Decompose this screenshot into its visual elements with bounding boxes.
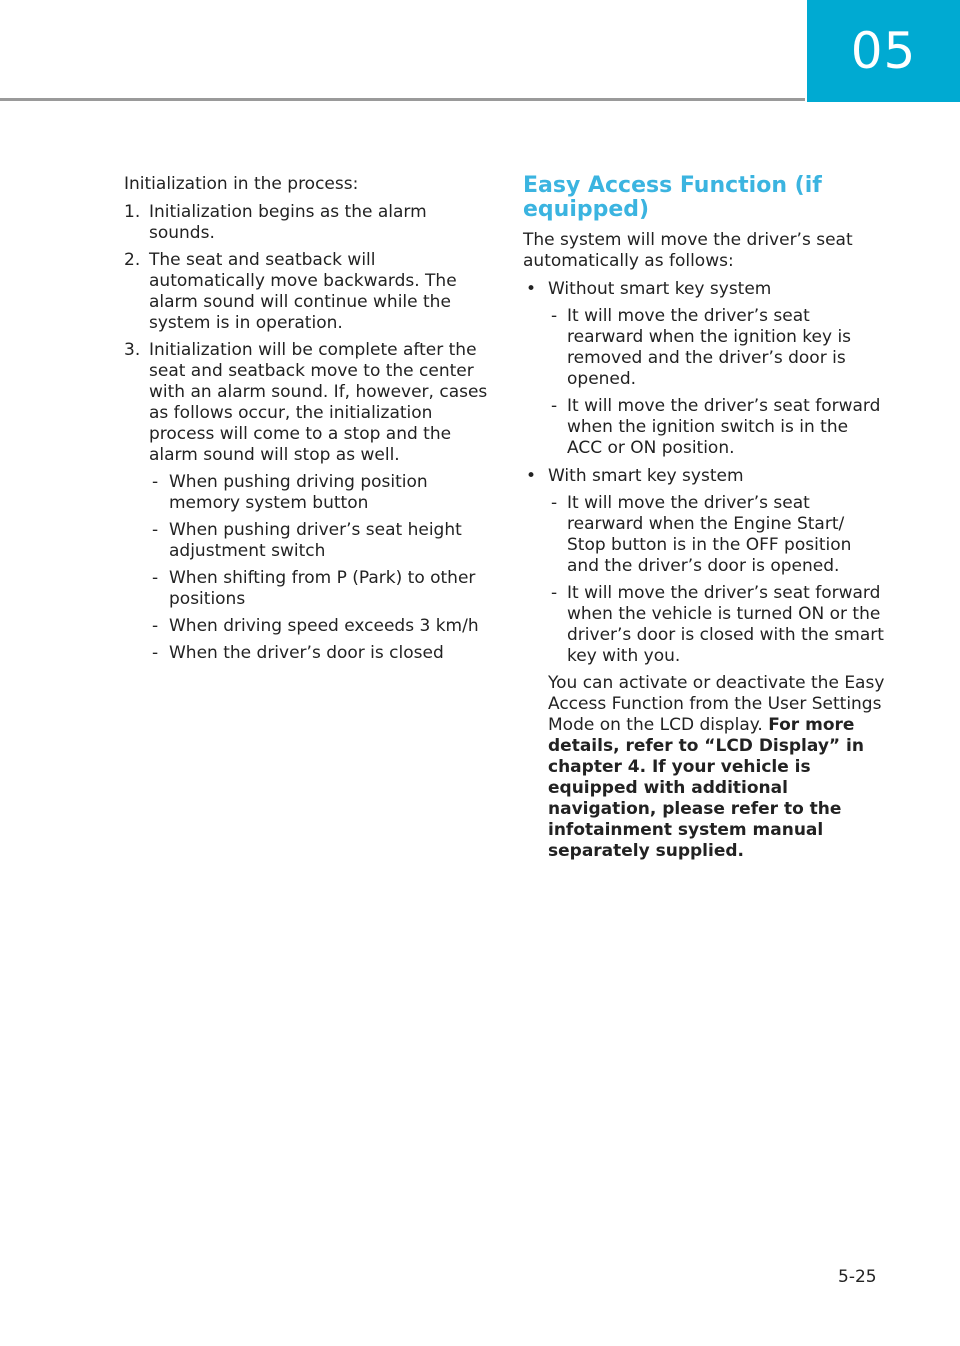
step-text: The seat and seatback will automatically move backwards. The alarm sound will continue while the system is in operation.	[149, 250, 457, 333]
step-number: 3.	[124, 340, 141, 360]
list-item-text: It will move the driver’s seat rearward when the ignition key is removed and the driver’s door is opened.	[567, 306, 852, 389]
chapter-number: 05	[850, 22, 917, 80]
bullet-label: Without smart key system	[548, 279, 772, 299]
list-item	[548, 583, 888, 667]
dash-marker: -	[551, 583, 558, 603]
list-item	[149, 520, 489, 562]
bullet-label: With smart key system	[548, 466, 744, 486]
bullet-group	[523, 279, 888, 459]
step-text: Initialization begins as the alarm sounds.	[149, 202, 427, 243]
list-item-text: When the driver’s door is closed	[169, 643, 444, 663]
initialization-intro: Initialization in the process:	[124, 174, 359, 194]
dash-marker: -	[152, 520, 159, 540]
dash-marker: -	[551, 493, 558, 513]
bullet-icon: •	[526, 279, 537, 299]
dash-marker: -	[551, 306, 558, 326]
list-item-text: When driving speed exceeds 3 km/h	[169, 616, 479, 636]
step-number: 2.	[124, 250, 141, 270]
list-item-text: When shifting from P (Park) to other positions	[169, 568, 476, 609]
list-item	[149, 472, 489, 514]
header-rule	[0, 98, 805, 101]
list-item	[548, 306, 888, 390]
dash-marker: -	[551, 396, 558, 416]
dash-marker: -	[152, 616, 159, 636]
bullet-icon: •	[526, 466, 537, 486]
step-number: 1.	[124, 202, 141, 222]
right-column	[523, 174, 888, 862]
note-bold-text: For more details, refer to “LCD Display” in chapter 4. If your vehicle is equipped with additional navigation, please refer to the infotainment system manual separately supplied.	[548, 715, 864, 861]
dash-marker: -	[152, 472, 159, 492]
list-item	[548, 396, 888, 459]
bullet-group	[523, 466, 888, 667]
dash-marker: -	[152, 568, 159, 588]
step-item	[124, 340, 489, 664]
page-number: 5-25	[838, 1267, 877, 1287]
step-item	[124, 250, 489, 334]
settings-note	[523, 673, 888, 862]
list-item-text: It will move the driver’s seat rearward when the Engine Start/ Stop button is in the OFF position and the driver’s door is opened.	[567, 493, 852, 576]
section-intro: The system will move the driver’s seat automatically as follows:	[523, 230, 853, 271]
list-item	[149, 616, 489, 637]
step-text: Initialization will be complete after the seat and seatback move to the center with an alarm sound. If, however, cases as follows occur, the initialization process will come to a stop and the alarm sound will stop as well.	[149, 340, 488, 465]
chapter-tab	[807, 0, 960, 102]
sub-list	[548, 306, 888, 459]
left-column	[124, 174, 489, 670]
list-item	[548, 493, 888, 577]
sub-list	[548, 493, 888, 667]
list-item-text: When pushing driving position memory system button	[169, 472, 428, 513]
list-item	[149, 568, 489, 610]
stop-case-list	[149, 472, 489, 664]
note-regular-text: You can activate or deactivate the Easy Access Function from the User Settings Mode on the LCD display.	[548, 673, 885, 735]
list-item-text: When pushing driver’s seat height adjustment switch	[169, 520, 462, 561]
step-item	[124, 202, 489, 244]
list-item-text: It will move the driver’s seat forward when the ignition switch is in the ACC or ON position.	[567, 396, 881, 458]
list-item	[149, 643, 489, 664]
list-item-text: It will move the driver’s seat forward when the vehicle is turned ON or the driver’s door is closed with the smart key with you.	[567, 583, 884, 666]
dash-marker: -	[152, 643, 159, 663]
section-heading: Easy Access Function (if equipped)	[523, 173, 822, 222]
